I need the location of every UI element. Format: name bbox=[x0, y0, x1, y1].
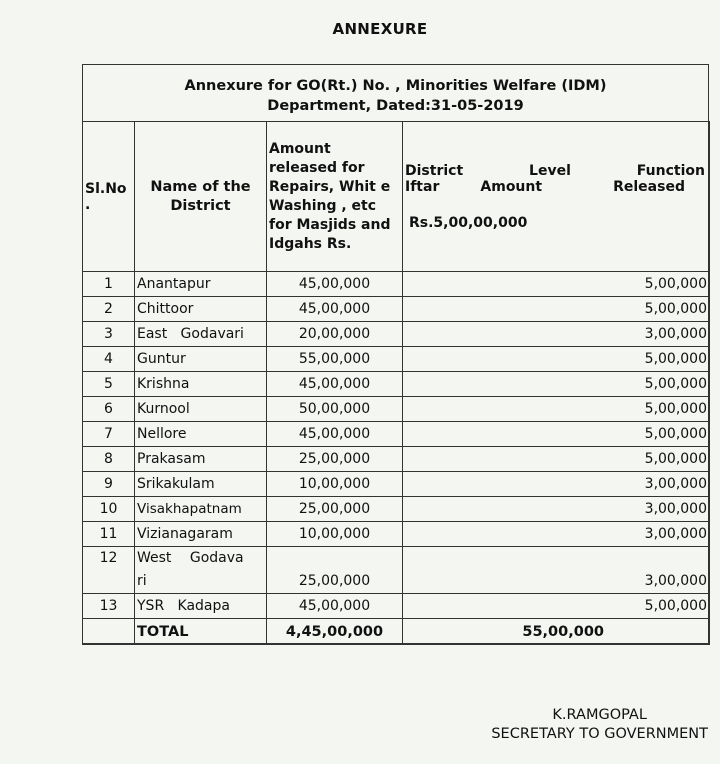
total-row bbox=[83, 619, 710, 645]
cell-slno: 10 bbox=[83, 497, 135, 522]
cell-slno: 13 bbox=[83, 594, 135, 619]
cell-iftar: 5,00,000 bbox=[403, 397, 710, 422]
cell-district: Guntur bbox=[135, 347, 267, 372]
cell-iftar: 3,00,000 bbox=[403, 472, 710, 497]
cell-slno: 6 bbox=[83, 397, 135, 422]
cell-iftar: 3,00,000 bbox=[403, 547, 710, 594]
caption-line-1: Annexure for GO(Rt.) No. , Minorities Welfare (IDM) bbox=[184, 78, 607, 94]
cell-district: Anantapur bbox=[135, 272, 267, 297]
header-iftar-word-function: Function bbox=[636, 162, 705, 179]
cell-slno: 8 bbox=[83, 447, 135, 472]
header-slno: Sl.No . bbox=[83, 122, 135, 272]
cell-amount: 10,00,000 bbox=[267, 522, 403, 547]
total-iftar: 55,00,000 bbox=[403, 619, 710, 645]
table-row bbox=[83, 347, 710, 372]
cell-amount: 45,00,000 bbox=[267, 297, 403, 322]
table-row bbox=[83, 272, 710, 297]
cell-slno: 7 bbox=[83, 422, 135, 447]
cell-district: East Godavari bbox=[135, 322, 267, 347]
table-row bbox=[83, 397, 710, 422]
signature-block bbox=[491, 706, 708, 744]
cell-iftar: 5,00,000 bbox=[403, 297, 710, 322]
table-row bbox=[83, 447, 710, 472]
cell-amount: 50,00,000 bbox=[267, 397, 403, 422]
cell-district: Visakhapatnam bbox=[135, 497, 267, 522]
cell-slno: 4 bbox=[83, 347, 135, 372]
cell-iftar: 5,00,000 bbox=[403, 594, 710, 619]
signatory-name: K.RAMGOPAL bbox=[552, 707, 647, 723]
table-row bbox=[83, 522, 710, 547]
cell-amount: 10,00,000 bbox=[267, 472, 403, 497]
cell-amount: 45,00,000 bbox=[267, 422, 403, 447]
header-iftar-word-amount: Amount bbox=[480, 178, 543, 195]
signatory-designation: SECRETARY TO GOVERNMENT bbox=[491, 726, 708, 742]
table-row bbox=[83, 297, 710, 322]
cell-slno: 3 bbox=[83, 322, 135, 347]
cell-district: Kurnool bbox=[135, 397, 267, 422]
cell-total-blank bbox=[83, 619, 135, 645]
cell-amount: 45,00,000 bbox=[267, 272, 403, 297]
cell-iftar: 5,00,000 bbox=[403, 422, 710, 447]
header-iftar-word-released: Released bbox=[613, 178, 685, 195]
annexure-caption bbox=[82, 76, 709, 116]
cell-iftar: 3,00,000 bbox=[403, 497, 710, 522]
cell-district: West Godava ri bbox=[135, 547, 267, 594]
cell-iftar: 5,00,000 bbox=[403, 372, 710, 397]
cell-district: Krishna bbox=[135, 372, 267, 397]
cell-amount: 20,00,000 bbox=[267, 322, 403, 347]
cell-iftar: 5,00,000 bbox=[403, 447, 710, 472]
cell-amount: 25,00,000 bbox=[267, 497, 403, 522]
cell-slno: 11 bbox=[83, 522, 135, 547]
cell-iftar: 5,00,000 bbox=[403, 347, 710, 372]
table-row bbox=[83, 547, 710, 594]
table-row bbox=[83, 372, 710, 397]
header-iftar-amount bbox=[403, 122, 710, 272]
page-title: ANNEXURE bbox=[332, 20, 428, 38]
cell-district: Nellore bbox=[135, 422, 267, 447]
cell-amount: 45,00,000 bbox=[267, 372, 403, 397]
caption-line-2: Department, Dated:31-05-2019 bbox=[267, 98, 524, 114]
header-district-name: Name of the District bbox=[135, 122, 267, 272]
cell-slno: 5 bbox=[83, 372, 135, 397]
cell-slno: 9 bbox=[83, 472, 135, 497]
total-label: TOTAL bbox=[135, 619, 267, 645]
header-amount-released: Amount released for Repairs, Whit e Washing , etc for Masjids and Idgahs Rs. bbox=[267, 122, 403, 272]
cell-amount: 25,00,000 bbox=[267, 547, 403, 594]
cell-district: Srikakulam bbox=[135, 472, 267, 497]
cell-amount: 45,00,000 bbox=[267, 594, 403, 619]
table-row bbox=[83, 472, 710, 497]
table-row bbox=[83, 594, 710, 619]
cell-iftar: 5,00,000 bbox=[403, 272, 710, 297]
header-iftar-total: Rs.5,00,00,000 bbox=[409, 214, 528, 231]
cell-district: Vizianagaram bbox=[135, 522, 267, 547]
cell-district: Prakasam bbox=[135, 447, 267, 472]
header-iftar-word-district: District bbox=[405, 162, 464, 179]
cell-amount: 25,00,000 bbox=[267, 447, 403, 472]
total-amount: 4,45,00,000 bbox=[267, 619, 403, 645]
cell-slno: 2 bbox=[83, 297, 135, 322]
cell-district: YSR Kadapa bbox=[135, 594, 267, 619]
cell-amount: 55,00,000 bbox=[267, 347, 403, 372]
table-row bbox=[83, 322, 710, 347]
cell-slno: 12 bbox=[83, 547, 135, 594]
allocation-table bbox=[82, 121, 710, 645]
header-iftar-word-iftar: Iftar bbox=[405, 178, 440, 195]
cell-iftar: 3,00,000 bbox=[403, 522, 710, 547]
header-iftar-word-level: Level bbox=[529, 162, 571, 179]
cell-iftar: 3,00,000 bbox=[403, 322, 710, 347]
cell-slno: 1 bbox=[83, 272, 135, 297]
cell-district: Chittoor bbox=[135, 297, 267, 322]
table-row bbox=[83, 422, 710, 447]
table-row bbox=[83, 497, 710, 522]
